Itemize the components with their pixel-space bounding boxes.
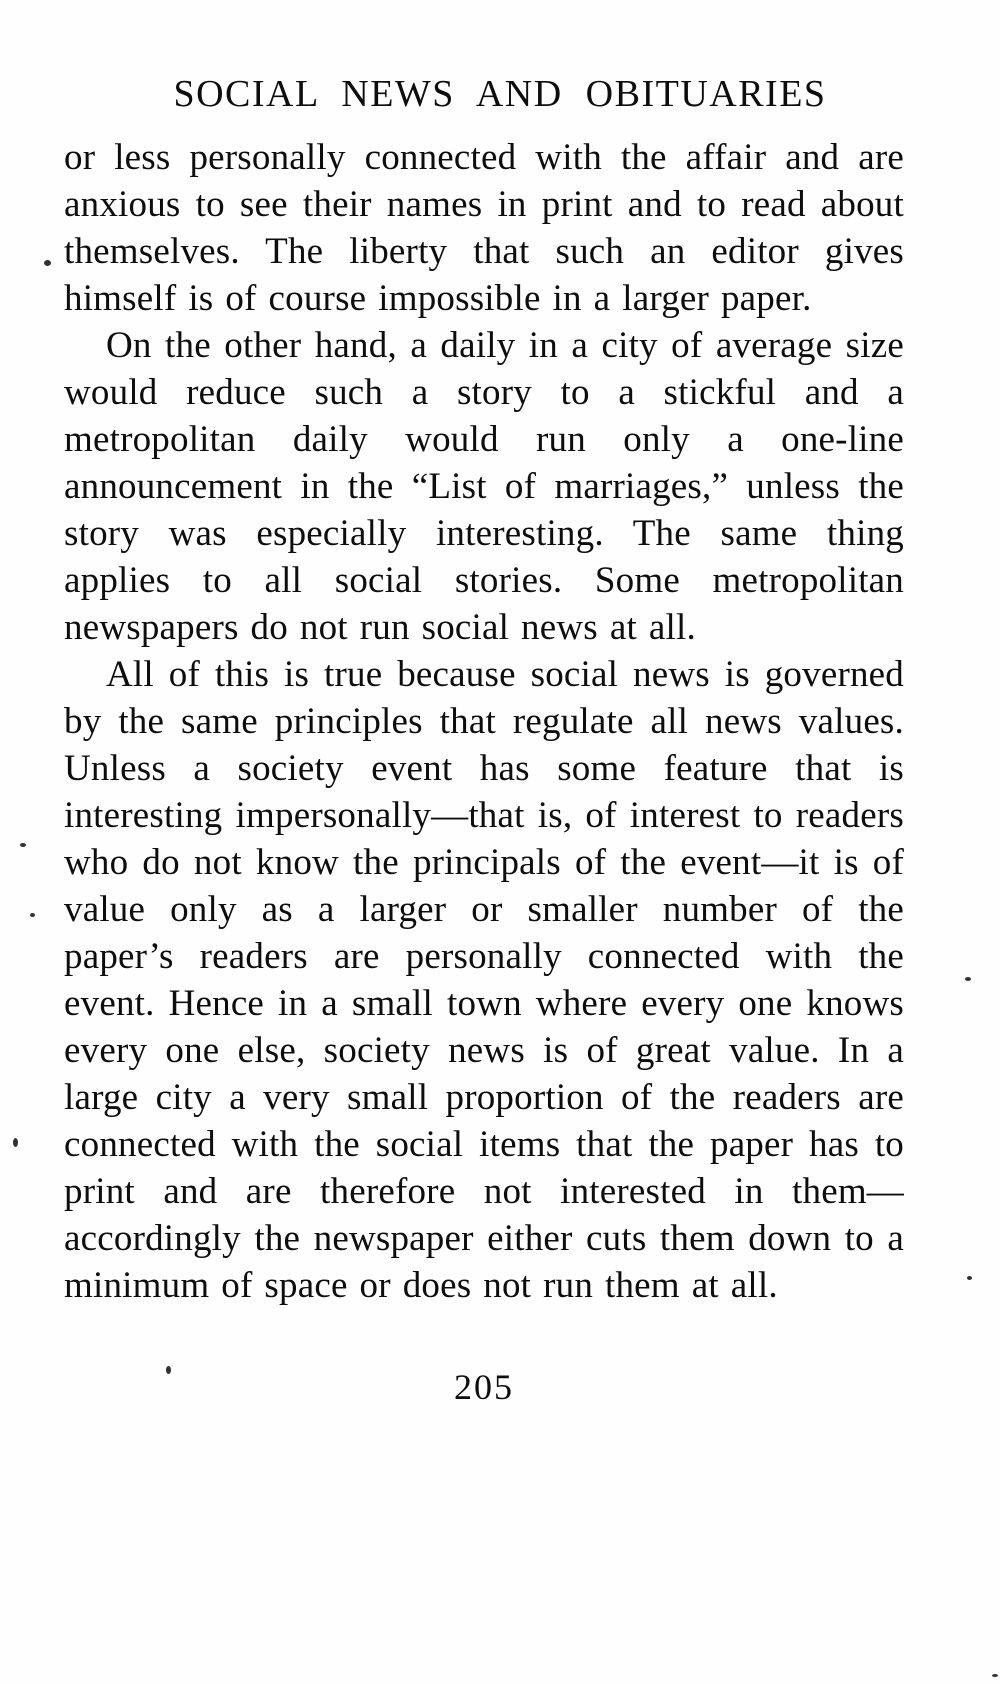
- ink-speck: [166, 1366, 171, 1374]
- ink-speck: [965, 977, 971, 981]
- ink-speck: [20, 843, 26, 847]
- running-head: SOCIAL NEWS AND OBITUARIES: [173, 73, 827, 115]
- ink-speck: [44, 260, 51, 266]
- ink-speck: [13, 1138, 18, 1147]
- ink-speck: [992, 1674, 998, 1677]
- body-text: [64, 134, 904, 1309]
- ink-speck: [30, 913, 35, 917]
- page-number: 205: [454, 1367, 514, 1407]
- paragraph-1: or less personally connected with the affair and are anxious to see their names in print and to read about themselves. The liberty that such an editor gives himself is of course impossible in a larger paper.: [64, 137, 904, 319]
- paragraph-2: On the other hand, a daily in a city of average size would reduce such a story to a stickful and a metropolitan daily would run only a one-line announcement in the “List of marriages,” unless the story was especially interesting. The same thing applies to all social stories. Some metropolitan newspapers do not run social news at all.: [64, 325, 904, 648]
- ink-speck: [967, 1276, 972, 1280]
- paragraph-3: All of this is true because social news is governed by the same principles that regulate all news values. Unless a society event has some feature that is interesting impersonally—that is, of interest to readers who do not know the principals of the event—it is of value only as a larger or smaller number of the paper’s readers are personally connected with the event. Hence in a small town where every one knows every one else, society news is of great value. In a large city a very small proportion of the readers are connected with the social items that the paper has to print and are therefore not interested in them—accordingly the newspaper either cuts them down to a minimum of space or does not run them at all.: [64, 654, 904, 1306]
